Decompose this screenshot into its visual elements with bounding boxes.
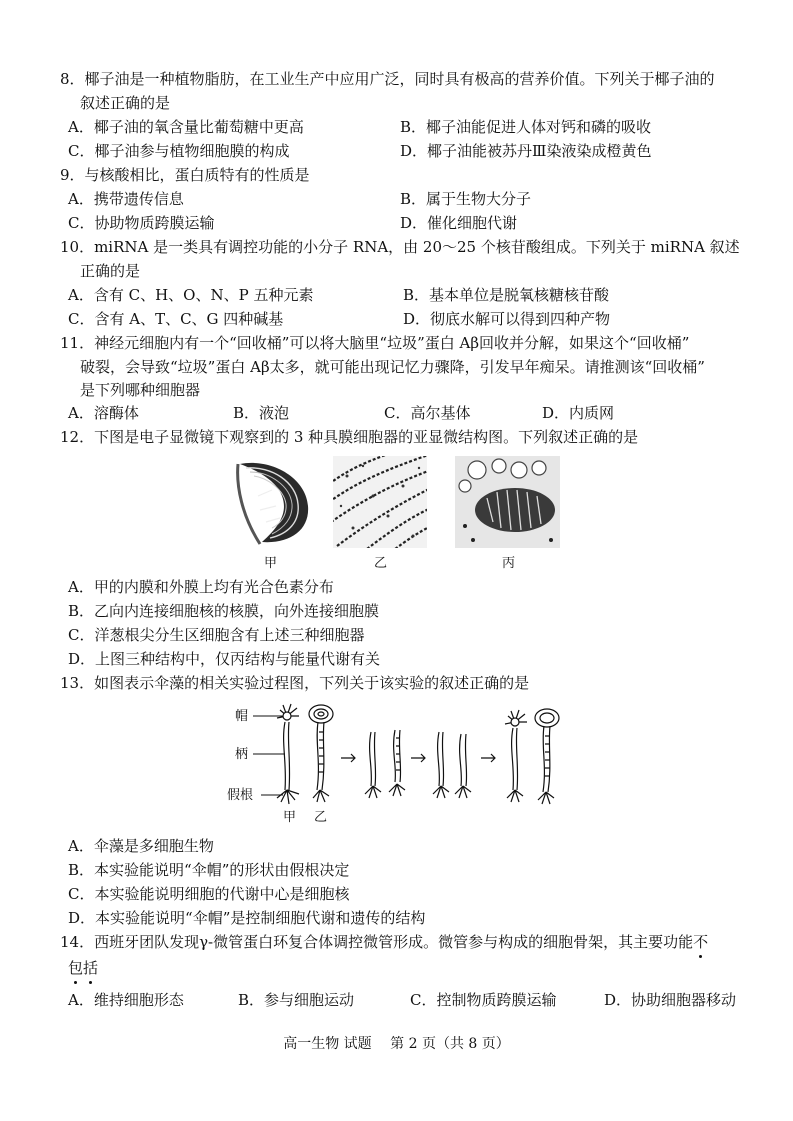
q14-emphasis-include: 包	[68, 959, 84, 977]
q13-option-b: B．本实验能说明“伞帽”的形状由假根决定	[68, 861, 350, 879]
q14-option-c: C．控制物质跨膜运输	[410, 991, 557, 1009]
q13-stem: 13．如图表示伞藻的相关实验过程图，下列关于该实验的叙述正确的是	[60, 674, 530, 692]
q11-option-b: B．液泡	[233, 404, 290, 422]
chloroplast-micrograph	[232, 456, 314, 548]
diagram-label-stalk: 柄	[235, 747, 249, 762]
mitochondrion-micrograph	[455, 456, 560, 548]
q12-option-b: B．乙向内连接细胞核的核膜，向外连接细胞膜	[68, 602, 380, 620]
q11-stem-line3: 是下列哪种细胞器	[80, 381, 201, 399]
q14-stem-line2	[68, 958, 98, 978]
diagram-label-rhizoid: 假根	[227, 788, 254, 803]
q13-option-d: D．本实验能说明“伞帽”是控制细胞代谢和遗传的结构	[68, 909, 426, 927]
endoplasmic-reticulum-micrograph	[333, 456, 427, 548]
q9-option-a: A．携带遗传信息	[68, 190, 184, 208]
q13-option-c: C．本实验能说明细胞的代谢中心是细胞核	[68, 885, 350, 903]
diagram-label-cap: 帽	[235, 709, 249, 724]
q9-option-d: D．催化细胞代谢	[400, 214, 518, 232]
figure-label-bing: 丙	[502, 556, 516, 571]
q14-stem-text: 14．西班牙团队发现γ-微管蛋白环复合体调控微管形成。微管参与构成的细胞骨架，其主要功能	[60, 933, 694, 951]
q13-option-a: A．伞藻是多细胞生物	[68, 837, 214, 855]
q12-option-a: A．甲的内膜和外膜上均有光合色素分布	[68, 578, 334, 596]
q14-option-b: B．参与细胞运动	[238, 991, 355, 1009]
q10-option-d: D．彻底水解可以得到四种产物	[403, 310, 611, 328]
q10-option-b: B．基本单位是脱氧核糖核苷酸	[403, 286, 610, 304]
q11-option-d: D．内质网	[542, 404, 615, 422]
q10-stem-line1: 10．miRNA 是一类具有调控功能的小分子 RNA，由 20～25 个核苷酸组成。下列关于 miRNA 叙述	[60, 238, 740, 256]
figure-label-jia: 甲	[264, 556, 278, 571]
page-footer: 高一生物 试题 第 2 页（共 8 页）	[283, 1036, 510, 1052]
q11-option-a: A．溶酶体	[68, 404, 139, 422]
q9-stem: 9．与核酸相比，蛋白质特有的性质是	[60, 166, 310, 184]
q10-option-c: C．含有 A、T、C、G 四种碱基	[68, 310, 284, 328]
q8-stem-line2: 叙述正确的是	[80, 94, 171, 112]
q8-stem-line1: 8．椰子油是一种植物脂肪，在工业生产中应用广泛，同时具有极高的营养价值。下列关于椰子油的	[60, 70, 715, 88]
q8-option-b: B．椰子油能促进人体对钙和磷的吸收	[400, 118, 652, 136]
q14-option-d: D．协助细胞器移动	[604, 991, 737, 1009]
q14-emphasis-include-2: 括	[83, 959, 99, 977]
diagram-label-jia: 甲	[283, 810, 297, 825]
q12-option-c: C．洋葱根尖分生区细胞含有上述三种细胞器	[68, 626, 365, 644]
q9-option-c: C．协助物质跨膜运输	[68, 214, 215, 232]
q12-stem: 12．下图是电子显微镜下观察到的 3 种具膜细胞器的亚显微结构图。下列叙述正确的是	[60, 428, 639, 446]
q11-stem-line2: 破裂，会导致“垃圾”蛋白 Aβ太多，就可能出现记忆力骤降，引发早年痴呆。请推测该“回收桶”	[80, 358, 705, 376]
q8-option-a: A．椰子油的氧含量比葡萄糖中更高	[68, 118, 304, 136]
q11-option-c: C．高尔基体	[384, 404, 471, 422]
diagram-label-yi: 乙	[314, 810, 328, 825]
q14-emphasis-not: 不	[693, 933, 709, 951]
q8-option-c: C．椰子油参与植物细胞膜的构成	[68, 142, 290, 160]
q11-stem-line1: 11．神经元细胞内有一个“回收桶”可以将大脑里“垃圾”蛋白 Aβ回收并分解，如果这个“回收桶”	[60, 334, 690, 352]
q14-stem-line1	[60, 932, 708, 952]
q14-option-a: A．维持细胞形态	[68, 991, 184, 1009]
q10-option-a: A．含有 C、H、O、N、P 五种元素	[68, 286, 314, 304]
figure-label-yi: 乙	[374, 556, 388, 571]
q9-option-b: B．属于生物大分子	[400, 190, 532, 208]
q10-stem-line2: 正确的是	[80, 262, 141, 280]
acetabularia-experiment-diagram	[225, 702, 580, 810]
q12-option-d: D．上图三种结构中，仅丙结构与能量代谢有关	[68, 650, 381, 668]
q8-option-d: D．椰子油能被苏丹Ⅲ染液染成橙黄色	[400, 142, 652, 160]
